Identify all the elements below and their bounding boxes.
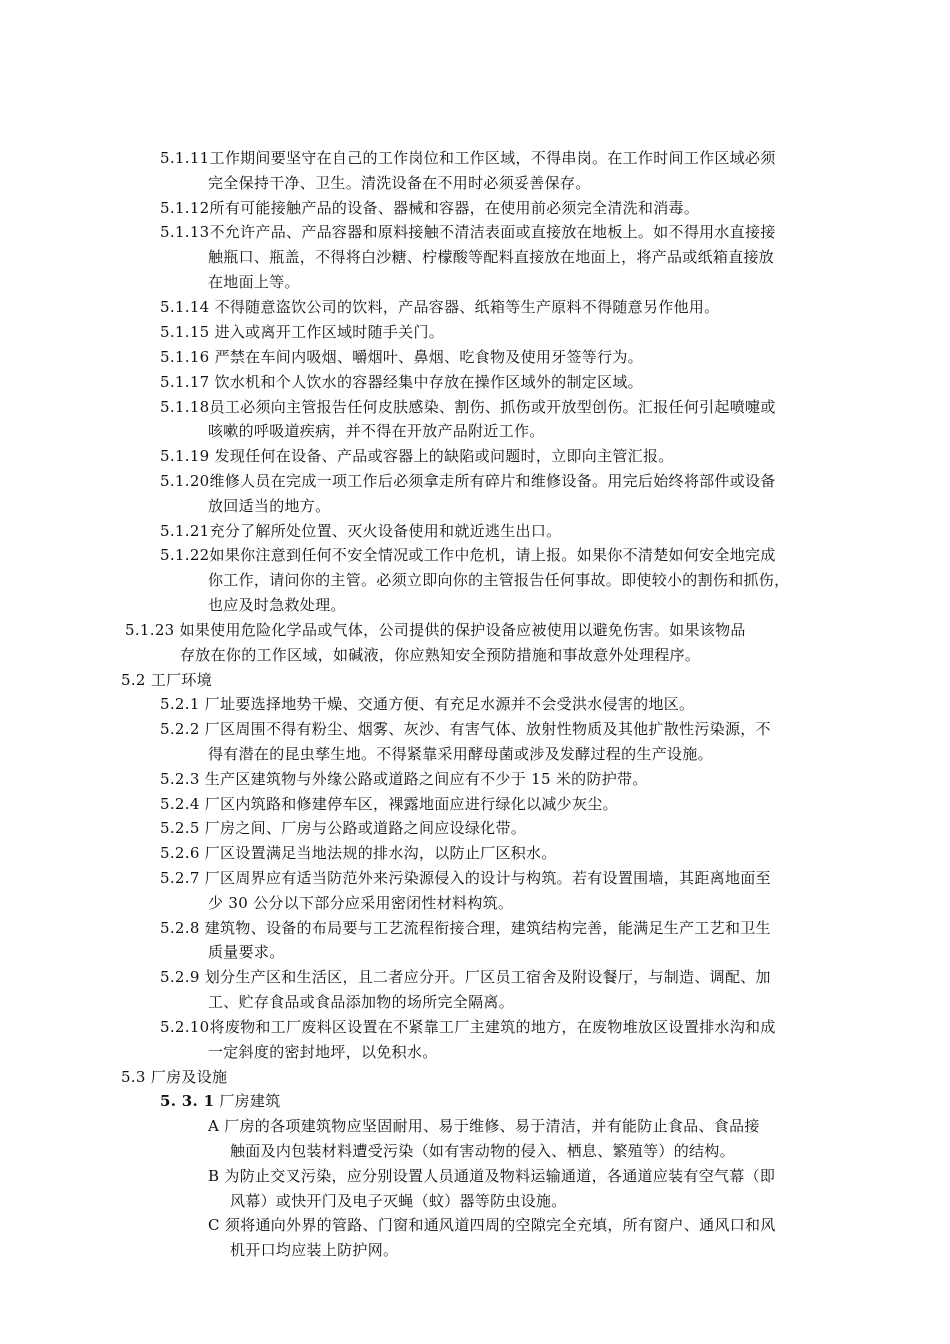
clause-5-2-8: 5.2.8 建筑物、设备的布局要与工艺流程衔接合理，建筑结构完善，能满足生产工艺和卫生 xyxy=(160,919,771,937)
item-c-cont: 机开口均应装上防护网。 xyxy=(230,1241,399,1259)
item-a: A 厂房的各项建筑物应坚固耐用、易于维修、易于清洁，并有能防止食品、食品接 xyxy=(208,1117,760,1135)
clause-5-1-22: 5.1.22如果你注意到任何不安全情况或工作中危机，请上报。如果你不清楚如何安全地完成 xyxy=(160,546,776,564)
clause-5-1-17: 5.1.17 饮水机和个人饮水的容器经集中存放在操作区域外的制定区域。 xyxy=(160,373,643,391)
clause-5-1-19: 5.1.19 发现任何在设备、产品或容器上的缺陷或问题时，立即向主管汇报。 xyxy=(160,447,674,465)
clause-5-1-13: 5.1.13不允许产品、产品容器和原料接触不清洁表面或直接放在地板上。如不得用水直接接 xyxy=(160,223,776,241)
clause-5-2-3: 5.2.3 生产区建筑物与外缘公路或道路之间应有不少于 15 米的防护带。 xyxy=(160,770,648,788)
clause-5-1-20-cont: 放回适当的地方。 xyxy=(208,497,331,515)
clause-5-2-10-cont: 一定斜度的密封地坪，以免积水。 xyxy=(208,1043,438,1061)
clause-5-1-11-cont: 完全保持干净、卫生。清洗设备在不用时必须妥善保存。 xyxy=(208,174,591,192)
clause-5-2-7-cont: 少 30 公分以下部分应采用密闭性材料构筑。 xyxy=(208,894,514,912)
clause-5-2-9: 5.2.9 划分生产区和生活区，且二者应分开。厂区员工宿舍及附设餐厅，与制造、调配、加 xyxy=(160,968,771,986)
clause-5-2-10: 5.2.10将废物和工厂废料区设置在不紧靠工厂主建筑的地方，在废物堆放区设置排水沟和成 xyxy=(160,1018,776,1036)
clause-5-1-15: 5.1.15 进入或离开工作区域时随手关门。 xyxy=(160,323,445,341)
item-b-cont: 风幕）或快开门及电子灭蝇（蚊）器等防虫设施。 xyxy=(230,1192,567,1210)
clause-5-1-18: 5.1.18员工必须向主管报告任何皮肤感染、割伤、抓伤或开放型创伤。汇报任何引起喷嚏或 xyxy=(160,398,776,416)
clause-5-1-23-cont: 存放在你的工作区域，如碱液，你应熟知安全预防措施和事故意外处理程序。 xyxy=(180,646,701,664)
subsection-5-3-1-heading: 5. 3. 1 厂房建筑 xyxy=(160,1092,281,1110)
clause-5-1-12: 5.1.12所有可能接触产品的设备、器械和容器，在使用前必须完全清洗和消毒。 xyxy=(160,199,700,217)
item-c: C 须将通向外界的管路、门窗和通风道四周的空隙完全充填，所有窗户、通风口和风 xyxy=(208,1216,776,1234)
clause-5-1-11: 5.1.11工作期间要坚守在自己的工作岗位和工作区域，不得串岗。在工作时间工作区域必须 xyxy=(160,149,776,167)
section-5-2-heading: 5.2 工厂环境 xyxy=(121,671,213,689)
item-a-cont: 触面及内包装材料遭受污染（如有害动物的侵入、栖息、繁殖等）的结构。 xyxy=(230,1142,735,1160)
clause-5-1-14: 5.1.14 不得随意盗饮公司的饮料，产品容器、纸箱等生产原料不得随意另作他用。 xyxy=(160,298,720,316)
clause-5-2-6: 5.2.6 厂区设置满足当地法规的排水沟，以防止厂区积水。 xyxy=(160,844,557,862)
item-b: B 为防止交叉污染，应分别设置人员通道及物料运输通道，各通道应装有空气幕（即 xyxy=(208,1167,776,1185)
clause-5-1-22-cont: 也应及时急救处理。 xyxy=(208,596,346,614)
clause-5-1-16: 5.1.16 严禁在车间内吸烟、嚼烟叶、鼻烟、吃食物及使用牙签等行为。 xyxy=(160,348,643,366)
clause-5-2-7: 5.2.7 厂区周界应有适当防范外来污染源侵入的设计与构筑。若有设置围墙，其距离地面至 xyxy=(160,869,771,887)
clause-5-2-1: 5.2.1 厂址要选择地势干燥、交通方便、有充足水源并不会受洪水侵害的地区。 xyxy=(160,695,695,713)
clause-5-1-23: 5.1.23 如果使用危险化学品或气体，公司提供的保护设备应被使用以避免伤害。如果该物品 xyxy=(125,621,746,639)
clause-5-2-5: 5.2.5 厂房之间、厂房与公路或道路之间应设绿化带。 xyxy=(160,819,527,837)
clause-5-2-9-cont: 工、贮存食品或食品添加物的场所完全隔离。 xyxy=(208,993,515,1011)
clause-5-2-4: 5.2.4 厂区内筑路和修建停车区，裸露地面应进行绿化以减少灰尘。 xyxy=(160,795,618,813)
clause-5-1-13-cont: 触瓶口、瓶盖，不得将白沙糖、柠檬酸等配料直接放在地面上，将产品或纸箱直接放 xyxy=(208,248,775,266)
clause-5-1-22-cont: 你工作，请问你的主管。必须立即向你的主管报告任何事故。即使较小的割伤和抓伤， xyxy=(208,571,790,589)
clause-5-2-2-cont: 得有潜在的昆虫孳生地。不得紧靠采用酵母菌或涉及发酵过程的生产设施。 xyxy=(208,745,713,763)
clause-5-2-8-cont: 质量要求。 xyxy=(208,943,285,961)
clause-5-1-20: 5.1.20维修人员在完成一项工作后必须拿走所有碎片和维修设备。用完后始终将部件或设备 xyxy=(160,472,776,490)
clause-5-1-18-cont: 咳嗽的呼吸道疾病，并不得在开放产品附近工作。 xyxy=(208,422,545,440)
clause-5-1-13-cont: 在地面上等。 xyxy=(208,273,300,291)
section-5-3-heading: 5.3 厂房及设施 xyxy=(121,1068,228,1086)
clause-5-1-21: 5.1.21充分了解所处位置、灭火设备使用和就近逃生出口。 xyxy=(160,522,562,540)
clause-5-2-2: 5.2.2 厂区周围不得有粉尘、烟雾、灰沙、有害气体、放射性物质及其他扩散性污染源，不 xyxy=(160,720,771,738)
